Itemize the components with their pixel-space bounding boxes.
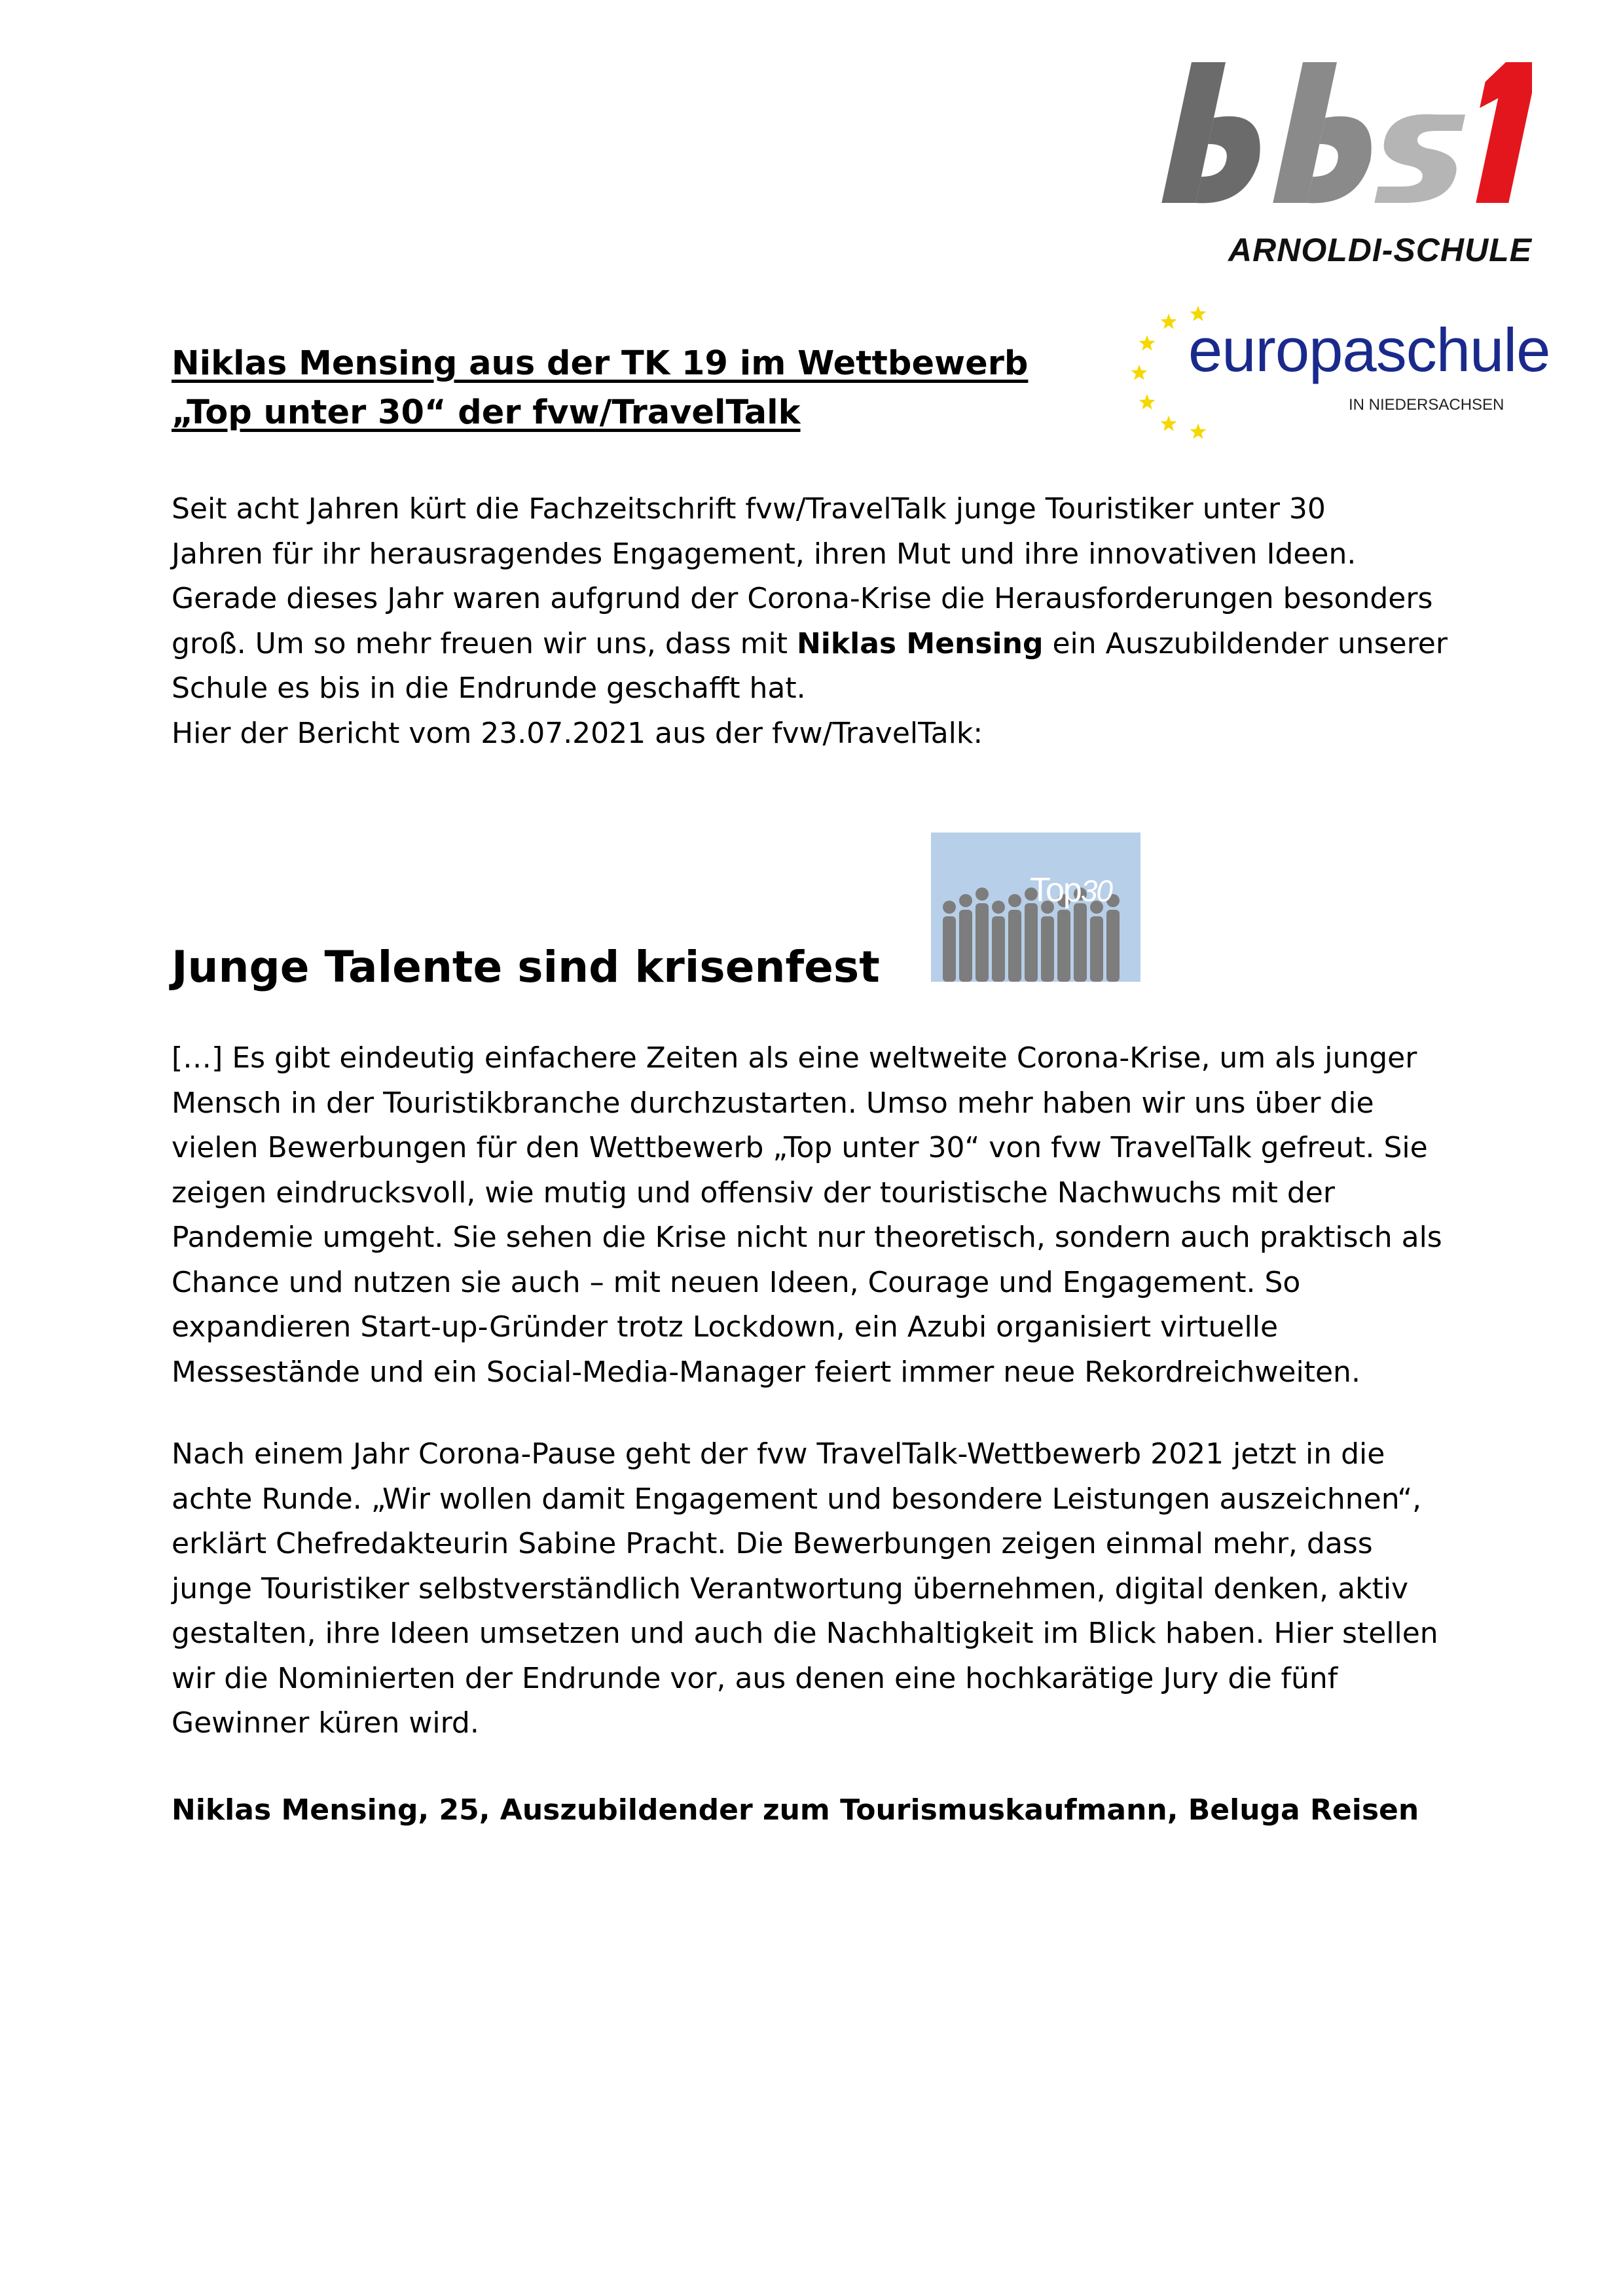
eu-star-icon: [1161, 314, 1177, 329]
article-line: erklärt Chefredakteurin Sabine Pracht. Die Bewerbungen zeigen einmal mehr, dass: [172, 1527, 1373, 1560]
intro-line: Hier der Bericht vom 23.07.2021 aus der fvw/TravelTalk:: [172, 716, 983, 750]
article-line: achte Runde. „Wir wollen damit Engagement und besondere Leistungen auszeichnen“,: [172, 1482, 1422, 1516]
article-line: Messestände und ein Social-Media-Manager feiert immer neue Rekordreichweiten.: [172, 1355, 1360, 1389]
article-line: expandieren Start-up-Gründer trotz Lockdown, ein Azubi organisiert virtuelle: [172, 1310, 1279, 1344]
schule-word: schule: [1376, 315, 1550, 384]
intro-line: Jahren für ihr herausragendes Engagement, ihren Mut und ihre innovativen Ideen.: [172, 537, 1357, 571]
intro-line: Seit acht Jahren kürt die Fachzeitschrift fvw/TravelTalk junge Touristiker unter 30: [172, 492, 1326, 526]
eu-star-icon: [1161, 416, 1177, 431]
europa-word: europa: [1188, 315, 1376, 384]
article-paragraph-2: [172, 1432, 1514, 1746]
article-line: wir die Nominierten der Endrunde vor, aus denen eine hochkarätige Jury die fünf: [172, 1661, 1338, 1695]
intro-text: groß. Um so mehr freuen wir uns, dass mit: [172, 626, 797, 660]
eu-star-icon: [1139, 394, 1156, 410]
person-silhouette: [992, 901, 1005, 982]
document-heading: [172, 339, 1088, 437]
article-line: […] Es gibt eindeutig einfachere Zeiten als eine weltweite Corona-Krise, um als junger: [172, 1041, 1417, 1075]
europaschule-logo: [1126, 301, 1550, 445]
europaschule-wordmark: [1188, 315, 1550, 384]
article-line: zeigen eindrucksvoll, wie mutig und offensiv der touristische Nachwuchs mit der: [172, 1175, 1335, 1210]
top30-label: [1030, 870, 1112, 910]
heading-line-2: „Top unter 30“ der fvw/TravelTalk: [172, 393, 801, 432]
nominee-line: Niklas Mensing, 25, Auszubildender zum Tourismuskaufmann, Beluga Reisen: [172, 1793, 1419, 1827]
school-name: ARNOLDI-SCHULE: [1228, 232, 1532, 268]
article-line: junge Touristiker selbstverständlich Verantwortung übernehmen, digital denken, aktiv: [172, 1571, 1409, 1605]
article-line: Pandemie umgeht. Sie sehen die Krise nicht nur theoretisch, sondern auch praktisch als: [172, 1221, 1442, 1254]
intro-line: [172, 622, 1514, 667]
top30-word: Top: [1029, 871, 1081, 909]
eu-star-icon: [1190, 423, 1207, 439]
top30-image: [931, 833, 1140, 982]
intro-line: Gerade dieses Jahr waren aufgrund der Corona-Krise die Herausforderungen besonders: [172, 582, 1433, 615]
bbs1-logo: [1139, 62, 1532, 272]
article-title: Junge Talente sind krisenfest: [172, 942, 880, 992]
top30-number: 30: [1080, 874, 1112, 908]
person-silhouette: [959, 894, 972, 982]
article-line: Gewinner küren wird.: [172, 1706, 479, 1740]
intro-line: Schule es bis in die Endrunde geschafft hat.: [172, 672, 806, 705]
article-paragraph-1: [172, 1036, 1514, 1395]
student-name: Niklas Mensing: [796, 626, 1044, 660]
intro-paragraph: [172, 487, 1514, 756]
person-silhouette: [976, 888, 989, 982]
article-line: gestalten, ihre Ideen umsetzen und auch die Nachhaltigkeit im Blick haben. Hier stellen: [172, 1617, 1438, 1650]
person-silhouette: [943, 901, 956, 982]
intro-text: ein Auszubildender unserer: [1043, 626, 1448, 660]
person-silhouette: [1008, 894, 1021, 982]
eu-star-icon: [1131, 365, 1148, 380]
person-silhouette: [1041, 901, 1054, 982]
eu-star-icon: [1139, 335, 1156, 351]
heading-line-1: Niklas Mensing aus der TK 19 im Wettbewerb: [172, 344, 1029, 383]
person-silhouette: [1090, 901, 1103, 982]
article-line: Mensch in der Touristikbranche durchzustarten. Umso mehr haben wir uns über die: [172, 1086, 1374, 1120]
article-line: Nach einem Jahr Corona-Pause geht der fvw TravelTalk-Wettbewerb 2021 jetzt in die: [172, 1437, 1385, 1471]
europaschule-subtitle: IN NIEDERSACHSEN: [1349, 396, 1504, 414]
article-line: vielen Bewerbungen für den Wettbewerb „Top unter 30“ von fvw TravelTalk gefreut. Sie: [172, 1131, 1428, 1164]
bbs1-wordmark: [1139, 62, 1532, 226]
article-line: Chance und nutzen sie auch – mit neuen Ideen, Courage und Engagement. So: [172, 1265, 1301, 1299]
